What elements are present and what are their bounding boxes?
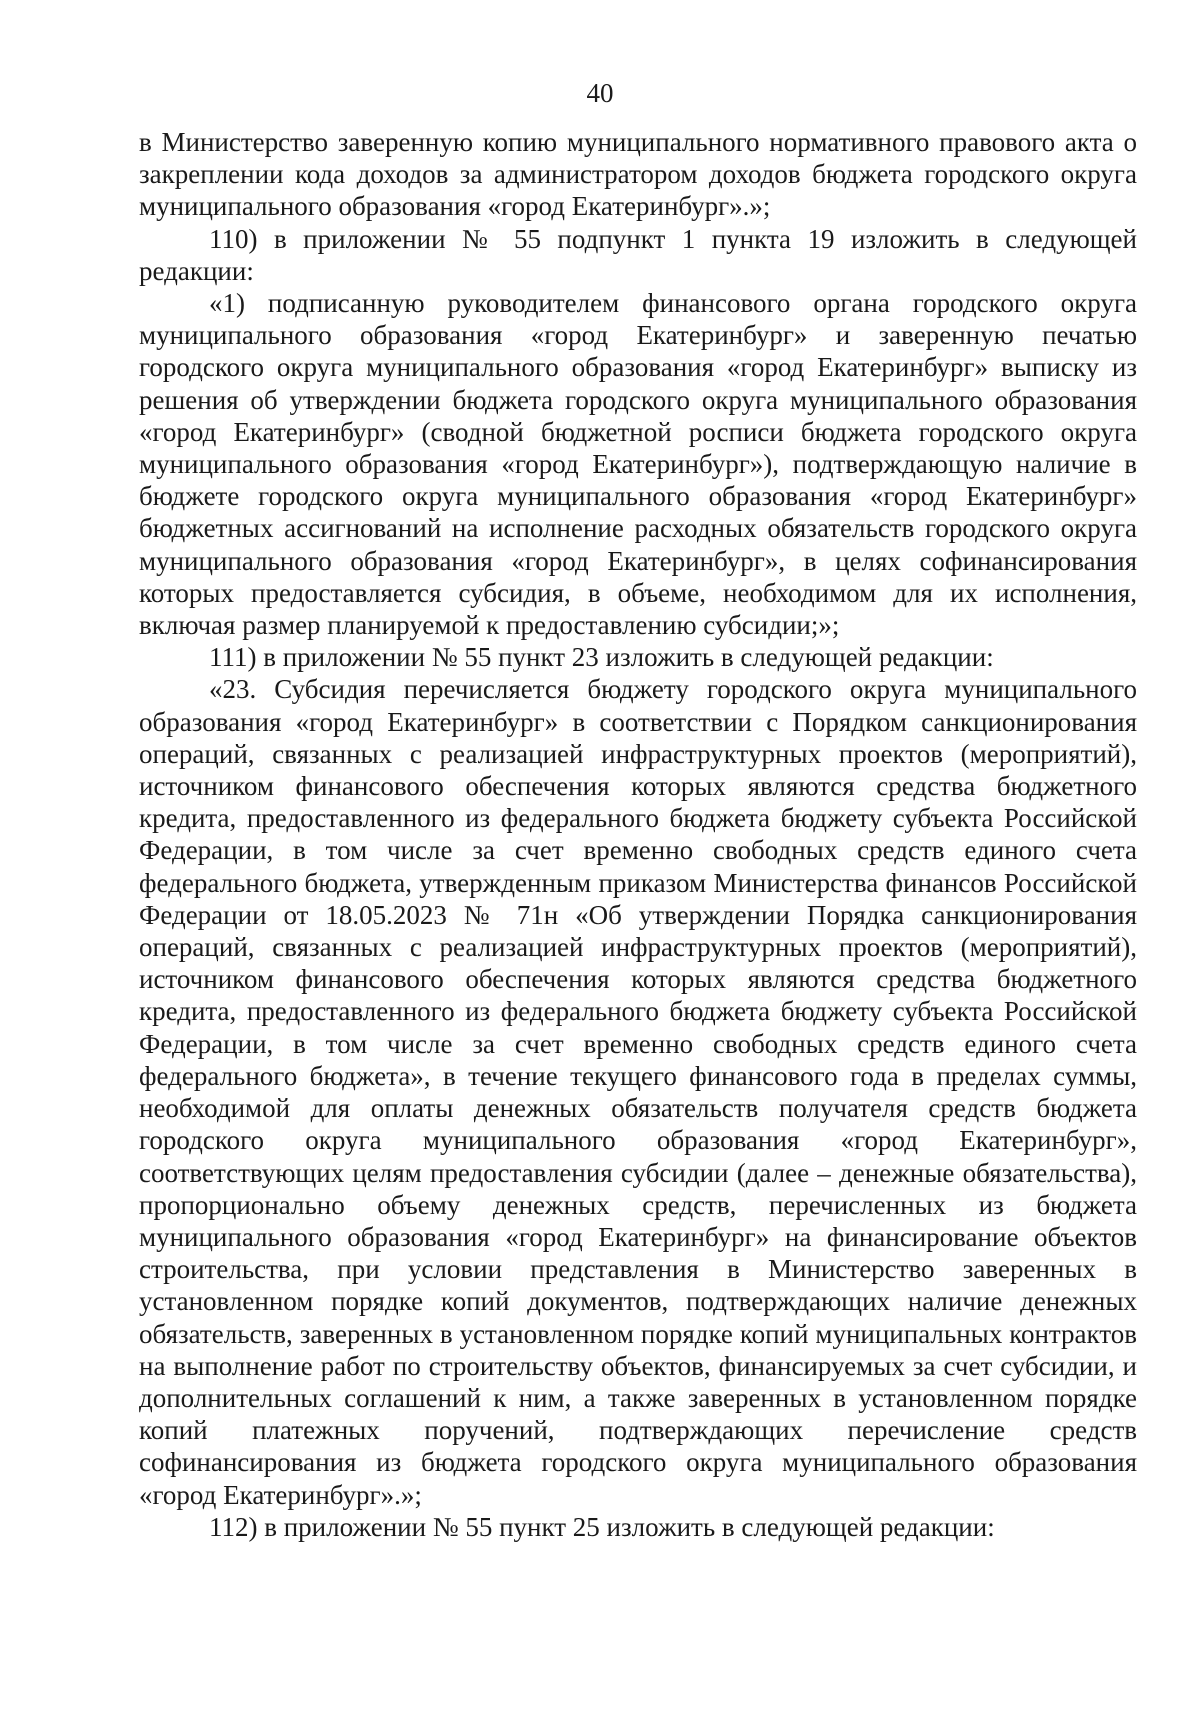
paragraph-item-111: 111) в приложении № 55 пункт 23 изложить в следующей редакции: (209, 642, 994, 673)
paragraph-item-110: 110) в приложении № 55 подпункт 1 пункта 19 изложить в следующей редакции: (139, 223, 1137, 286)
document-text (139, 126, 1137, 1543)
paragraph-continuation: в Министерство заверенную копию муниципального нормативного правового акта о закреплении кода доходов за администратором доходов бюджета городского округа муниципального образования «город Екатеринбург».»; (139, 127, 1137, 222)
paragraph-quoted-subitem-1: «1) подписанную руководителем финансового органа городского округа муниципального образования «город Екатеринбург» и заверенную печатью городского округа муниципального образования «город Екатеринбург» выписку из решения об утверждении бюджета городского округа муниципального образования «город Екатеринбург» (сводной бюджетной росписи бюджета городского округа муниципального образования «город Екатеринбург»), подтверждающую наличие в бюджете городского округа муниципального образования «город Екатеринбург» бюджетных ассигнований на исполнение расходных обязательств городского округа муниципального образования «город Екатеринбург», в целях софинансирования которых предоставляется субсидия, в объеме, необходимом для их исполнения, включая размер планируемой к предоставлению субсидии;»; (139, 288, 1137, 641)
paragraph-item-112: 112) в приложении № 55 пункт 25 изложить в следующей редакции: (209, 1511, 995, 1542)
page-number: 40 (586, 78, 614, 108)
paragraph-quoted-item-23: «23. Субсидия перечисляется бюджету городского округа муниципального образования «город Екатеринбург» в соответствии с Порядком санкционирования операций, связанных с реализацией инфраструктурных проектов (мероприятий), источником финансового обеспечения которых являются средства бюджетного кредита, предоставленного из федерального бюджета бюджету субъекта Российской Федерации, в том числе за счет временно свободных средств единого счета федерального бюджета, утвержденным приказом Министерства финансов Российской Федерации от 18.05.2023 № 71н «Об утверждении Порядка санкционирования операций, связанных с реализацией инфраструктурных проектов (мероприятий), источником финансового обеспечения которых являются средства бюджетного кредита, предоставленного из федерального бюджета бюджету субъекта Российской Федерации, в том числе за счет временно свободных средств единого счета федерального бюджета», в течение текущего финансового года в пределах суммы, необходимой для оплаты денежных обязательств получателя средств бюджета городского округа муниципального образования «город Екатеринбург», соответствующих целям предоставления субсидии (далее – денежные обязательства), пропорционально объему денежных средств, перечисленных из бюджета муниципального образования «город Екатеринбург» на финансирование объектов строительства, при условии представления в Министерство заверенных в установленном порядке копий документов, подтверждающих наличие денежных обязательств, заверенных в установленном порядке копий муниципальных контрактов на выполнение работ по строительству объектов, финансируемых за счет субсидии, и дополнительных соглашений к ним, а также заверенных в установленном порядке копий платежных поручений, подтверждающих перечисление средств софинансирования из бюджета городского округа муниципального образования «город Екатеринбург».»; (139, 674, 1137, 1510)
